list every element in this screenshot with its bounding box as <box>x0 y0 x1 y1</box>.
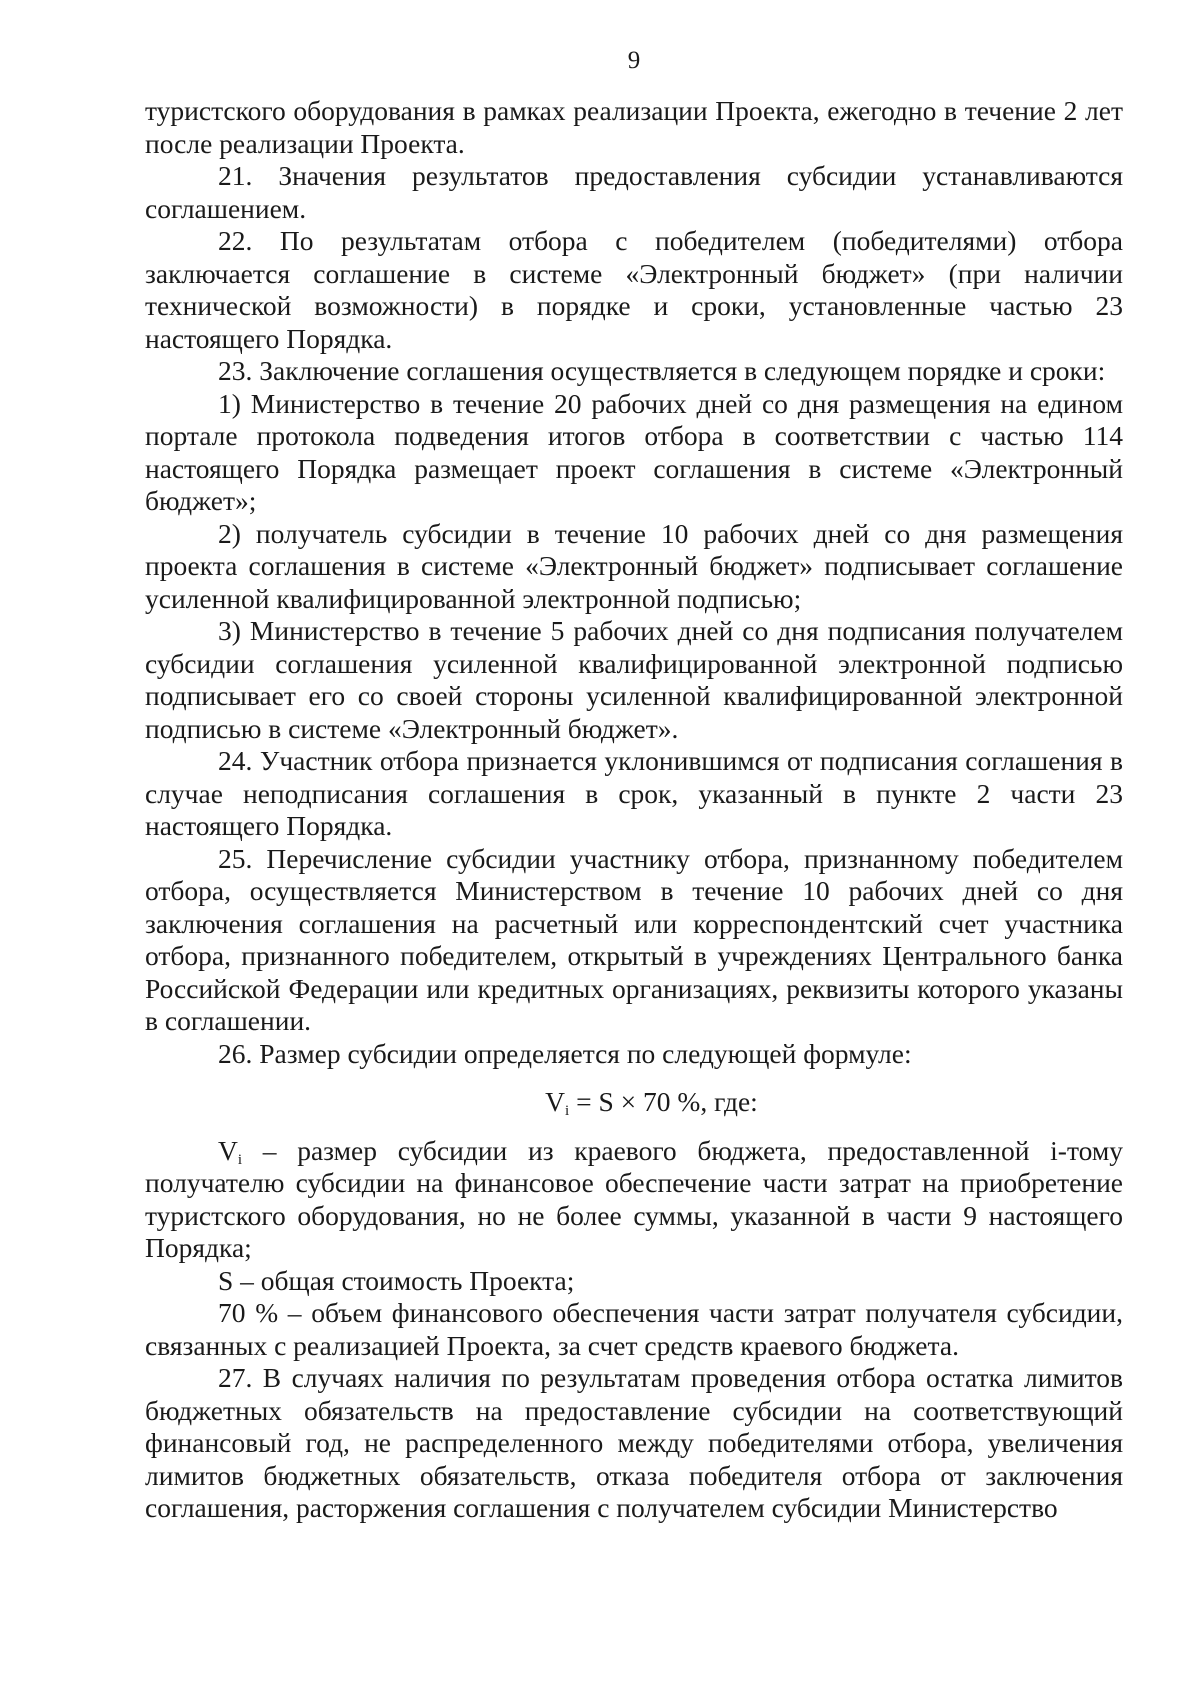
paragraph-23-item-2: 2) получатель субсидии в течение 10 рабочих дней со дня размещения проекта соглашения в системе «Электронный бюджет» подписывает соглашение усиленной квалифицированной электронной подписью; <box>145 517 1123 614</box>
formula-expression: = S × 70 %, где: <box>569 1086 758 1117</box>
subsidy-formula <box>145 1086 1123 1119</box>
definition-vi-subscript: i <box>237 1151 243 1168</box>
definition-vi <box>145 1135 1123 1265</box>
document-body <box>145 95 1123 1525</box>
definition-vi-variable: V <box>218 1134 238 1166</box>
formula-variable: V <box>545 1086 566 1117</box>
paragraph-26: 26. Размер субсидии определяется по следующей формуле: <box>218 1037 912 1069</box>
page-number: 9 <box>627 47 641 74</box>
paragraph-23-item-1: 1) Министерство в течение 20 рабочих дней со дня размещения на едином портале протокола подведения итогов отбора в соответствии с частью 114 настоящего Порядка размещает проект соглашения в системе «Электронный бюджет»; <box>145 387 1123 516</box>
paragraph-23: 23. Заключение соглашения осуществляется в следующем порядке и сроки: <box>218 355 1106 386</box>
definition-70-percent: 70 % – объем финансового обеспечения части затрат получателя субсидии, связанных с реализацией Проекта, за счет средств краевого бюджета. <box>145 1297 1123 1361</box>
paragraph-continuation: туристского оборудования в рамках реализации Проекта, ежегодно в течение 2 лет после реализации Проекта. <box>145 95 1123 159</box>
definition-vi-text: – размер субсидии из краевого бюджета, предоставленной i-тому получателю субсидии на финансовое обеспечение части затрат на приобретение туристского оборудования, но не более суммы, указанной в части 9 настоящего Порядка; <box>145 1134 1123 1263</box>
paragraph-27: 27. В случаях наличия по результатам проведения отбора остатка лимитов бюджетных обязательств на предоставление субсидии на соответствующий финансовый год, не распределенного между победителями отбора, увеличения лимитов бюджетных обязательств, отказа победителя отбора от заключения соглашения, расторжения соглашения с получателем субсидии Министерство <box>145 1362 1123 1523</box>
paragraph-24: 24. Участник отбора признается уклонившимся от подписания соглашения в случае неподписания соглашения в срок, указанный в пункте 2 части 23 настоящего Порядка. <box>145 745 1123 841</box>
page-content <box>145 44 1123 1525</box>
definition-s: S – общая стоимость Проекта; <box>218 1264 575 1296</box>
formula-subscript: i <box>565 1103 570 1119</box>
paragraph-23-item-3: 3) Министерство в течение 5 рабочих дней со дня подписания получателем субсидии соглашения усиленной квалифицированной электронной подписью подписывает его со своей стороны усиленной квалифицированной электронной подписью в системе «Электронный бюджет». <box>145 615 1123 744</box>
paragraph-25: 25. Перечисление субсидии участнику отбора, признанному победителем отбора, осуществляется Министерством в течение 10 рабочих дней со дня заключения соглашения на расчетный или корреспондентский счет участника отбора, признанного победителем, открытый в учреждениях Центрального банка Российской Федерации или кредитных организациях, реквизиты которого указаны в соглашении. <box>145 842 1123 1036</box>
paragraph-22: 22. По результатам отбора с победителем (победителями) отбора заключается соглашение в системе «Электронный бюджет» (при наличии технической возможности) в порядке и сроки, установленные частью 23 настоящего Порядка. <box>145 225 1123 354</box>
paragraph-21: 21. Значения результатов предоставления субсидии устанавливаются соглашением. <box>145 160 1123 224</box>
